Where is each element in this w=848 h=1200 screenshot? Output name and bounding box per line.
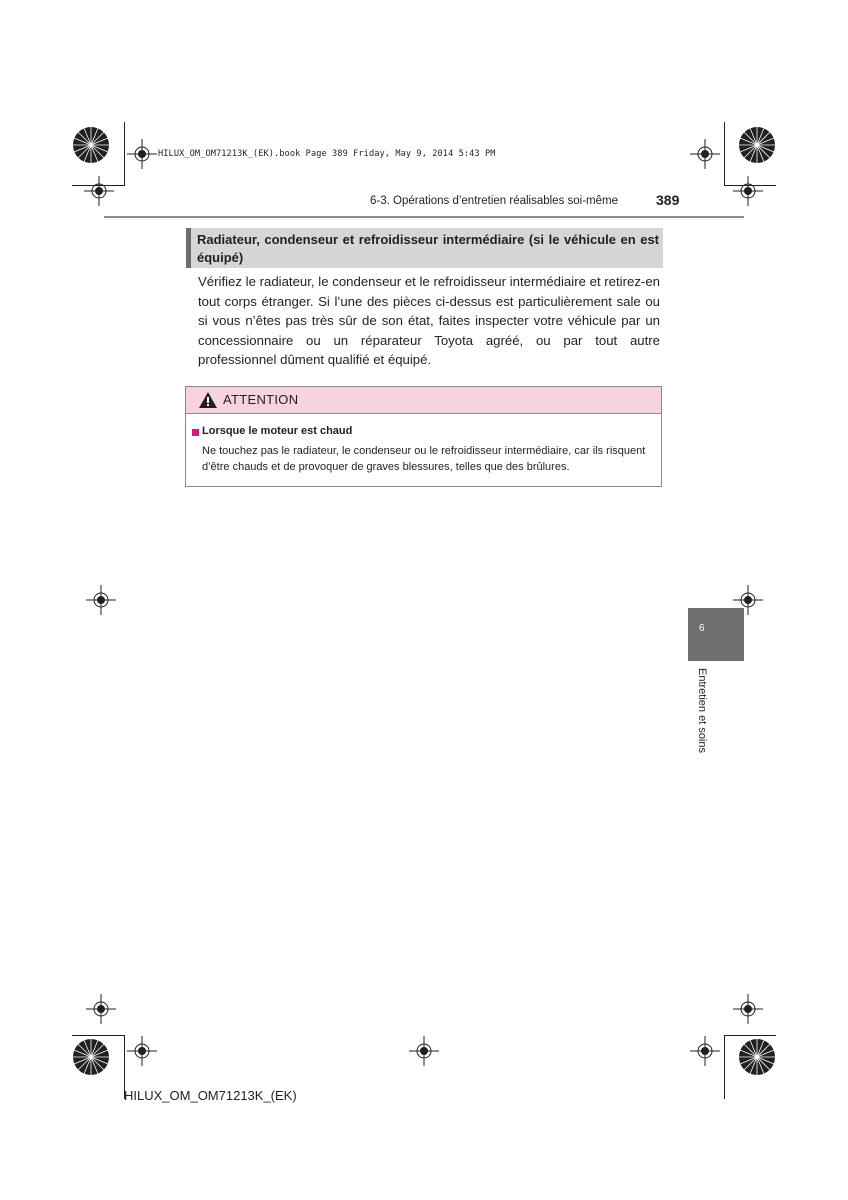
footer-document-code: HILUX_OM_OM71213K_(EK) <box>124 1088 297 1103</box>
chapter-tab <box>688 608 744 661</box>
header-rule <box>104 216 744 218</box>
crop-line <box>724 1035 725 1099</box>
registration-mark-icon <box>86 585 116 615</box>
section-heading-text: Radiateur, condenseur et refroidisseur intermédiaire (si le véhicule en est équipé) <box>197 232 659 265</box>
attention-label: ATTENTION <box>223 392 299 407</box>
chapter-title: Entretien et soins <box>696 668 708 753</box>
heading-accent-bar <box>186 228 191 268</box>
registration-mark-icon <box>690 139 720 169</box>
section-heading <box>186 228 663 268</box>
crop-line <box>72 1035 124 1036</box>
chapter-number: 6 <box>699 623 705 634</box>
registration-mark-icon <box>409 1036 439 1066</box>
file-info-slug: HILUX_OM_OM71213K_(EK).book Page 389 Friday, May 9, 2014 5:43 PM <box>158 149 496 159</box>
registration-mark-icon <box>127 1036 157 1066</box>
attention-item-text: Ne touchez pas le radiateur, le condenseur ou le refroidisseur intermédiaire, car ils risquent d’être chauds et de provoquer de graves blessures, telles que des brûlures. <box>202 445 646 473</box>
page-number: 389 <box>656 192 680 208</box>
registration-mark-icon <box>86 994 116 1024</box>
crop-line <box>724 122 725 186</box>
bullet-square-icon <box>192 429 199 436</box>
registration-mark-icon <box>84 176 114 206</box>
attention-item-title: Lorsque le moteur est chaud <box>202 425 353 437</box>
attention-header <box>186 387 661 414</box>
starburst-target-icon <box>72 1038 110 1076</box>
registration-mark-icon <box>127 139 157 169</box>
starburst-target-icon <box>738 1038 776 1076</box>
warning-triangle-icon <box>199 392 217 408</box>
registration-mark-icon <box>733 176 763 206</box>
starburst-target-icon <box>72 126 110 164</box>
crop-line <box>724 1035 776 1036</box>
body-paragraph: Vérifiez le radiateur, le condenseur et le refroidisseur intermédiaire et retirez-en tout corps étranger. Si l’une des pièces ci-dessus est particulièrement sale ou si vous n’êtes pas très sûr de son état, faites inspecter votre véhicule par un concessionnaire ou un réparateur Toyota agréé, ou par tout autre professionnel dûment qualifié et équipé. <box>198 274 660 367</box>
crop-line <box>124 122 125 186</box>
starburst-target-icon <box>738 126 776 164</box>
registration-mark-icon <box>690 1036 720 1066</box>
running-header: 6-3. Opérations d’entretien réalisables soi-même <box>370 195 619 207</box>
registration-mark-icon <box>733 994 763 1024</box>
attention-box <box>185 386 662 487</box>
